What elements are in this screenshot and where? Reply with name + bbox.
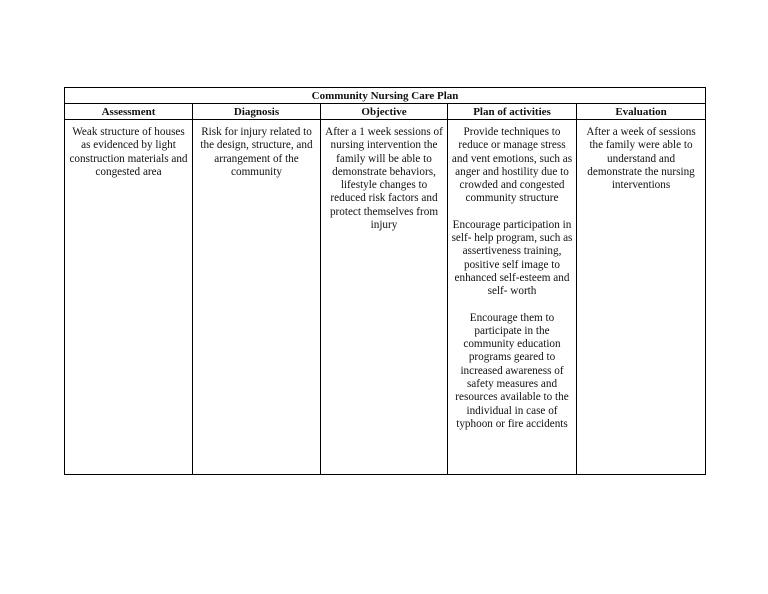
header-plan-of-activities: Plan of activities	[448, 104, 577, 120]
table-row	[65, 120, 706, 475]
plan-cell	[448, 120, 577, 475]
header-assessment: Assessment	[65, 104, 193, 120]
title-row	[65, 88, 706, 104]
header-diagnosis: Diagnosis	[193, 104, 321, 120]
objective-cell	[321, 120, 448, 475]
evaluation-text: After a week of sessions the family were able to understand and demonstrate the nursing interventions	[586, 126, 696, 192]
plan-item: Encourage participation in self- help program, such as assertiveness training, positive self image to enhanced self-esteem and self- worth	[451, 218, 573, 298]
objective-text: After a 1 week sessions of nursing intervention the family will be able to demonstrate behaviors, lifestyle changes to reduced risk factors and protect themselves from injury	[325, 126, 443, 232]
care-plan-table	[64, 87, 706, 475]
assessment-cell	[65, 120, 193, 475]
diagnosis-text: Risk for injury related to the design, structure, and arrangement of the community	[200, 126, 313, 178]
plan-item: Provide techniques to reduce or manage stress and vent emotions, such as anger and hostility due to crowded and congested community structure	[451, 126, 573, 205]
header-objective: Objective	[321, 104, 448, 120]
table-title: Community Nursing Care Plan	[65, 88, 706, 104]
plan-item: Encourage them to participate in the community education programs geared to increased awareness of safety measures and resources available to the individual in case of typhoon or fire accidents	[455, 311, 569, 430]
diagnosis-cell	[193, 120, 321, 475]
assessment-text: Weak structure of houses as evidenced by light construction materials and congested area	[69, 126, 188, 178]
evaluation-cell	[577, 120, 706, 475]
header-evaluation: Evaluation	[577, 104, 706, 120]
header-row	[65, 104, 706, 120]
